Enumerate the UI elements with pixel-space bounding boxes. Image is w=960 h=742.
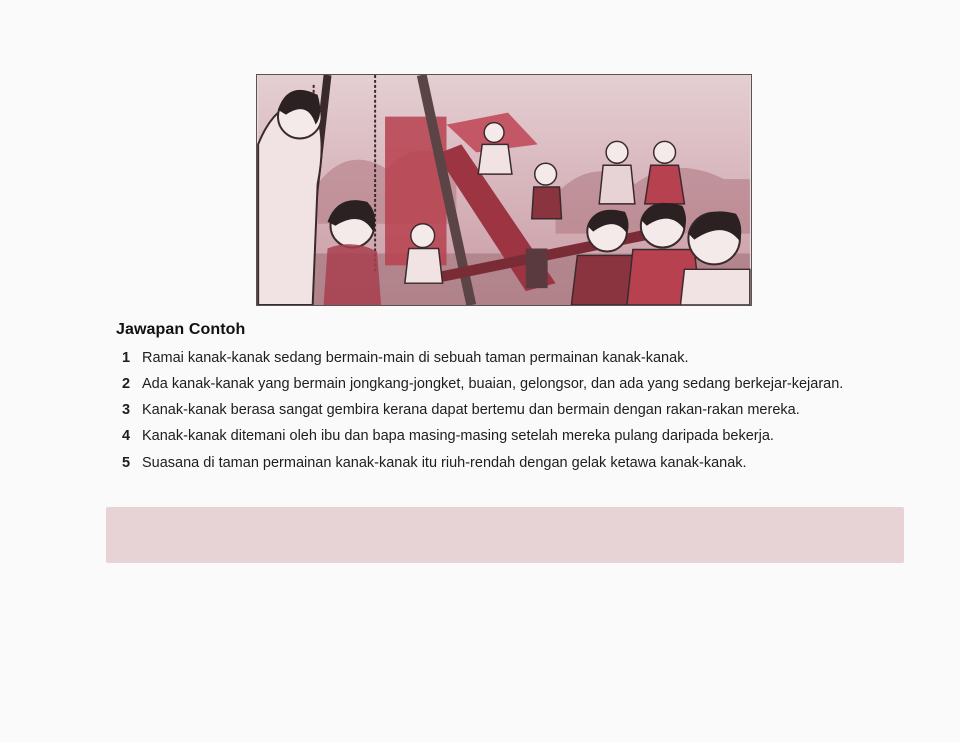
section-title: Jawapan Contoh [116, 321, 246, 338]
item-text: Kanak-kanak berasa sangat gembira kerana dapat bertemu dan bermain dengan rakan-rakan mereka. [142, 402, 800, 418]
item-number: 1 [122, 350, 131, 366]
item-text: Ramai kanak-kanak sedang bermain-main di sebuah taman permainan kanak-kanak. [142, 350, 689, 366]
item-number: 5 [122, 455, 131, 471]
item-text: Suasana di taman permainan kanak-kanak itu riuh-rendah dengan gelak ketawa kanak-kanak. [142, 455, 747, 471]
item-number: 4 [122, 428, 131, 444]
playground-drawing [257, 75, 751, 305]
answer-list [116, 348, 898, 479]
list-item [116, 374, 898, 395]
list-item [116, 453, 898, 474]
list-item [116, 348, 898, 369]
list-item [116, 400, 898, 421]
highlight-band [106, 507, 904, 563]
list-item [116, 426, 898, 447]
item-text: Kanak-kanak ditemani oleh ibu dan bapa masing-masing setelah mereka pulang daripada bekerja. [142, 428, 774, 444]
item-text: Ada kanak-kanak yang bermain jongkang-jongket, buaian, gelongsor, dan ada yang sedang berkejar-kejaran. [142, 376, 844, 392]
item-number: 2 [122, 376, 131, 392]
item-number: 3 [122, 402, 131, 418]
playground-illustration [256, 74, 752, 306]
